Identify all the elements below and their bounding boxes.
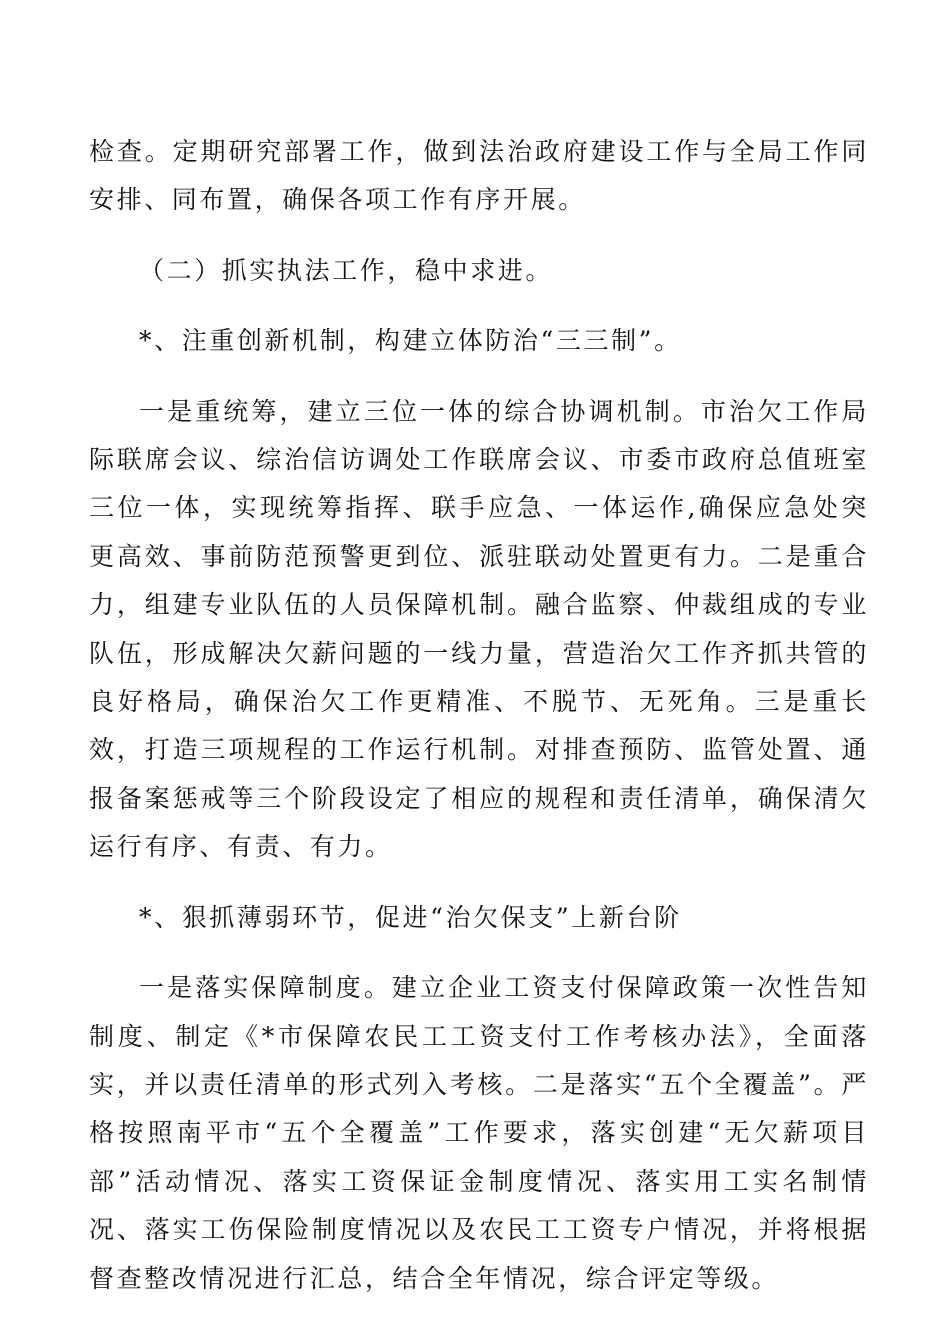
section-heading-2: （二）抓实执法工作，稳中求进。	[139, 255, 554, 285]
paragraph-mechanisms: 一是重统筹，建立三位一体的综合协调机制。市治欠工作局际联席会议、综治信访调处工作联席会议、市委市政府总值班室三位一体，实现统筹指挥、联手应急、一体运作,确保应急处突更高效、事前防范预警更到位、派驻联动处置更有力。二是重合力，组建专业队伍的人员保障机制。融合监察、仲裁组成的专业队伍，形成解决欠薪问题的一线力量，营造治欠工作齐抓共管的良好格局，确保治欠工作更精准、不脱节、无死角。三是重长效，打造三项规程的工作运行机制。对排查预防、监管处置、通报备案惩戒等三个阶段设定了相应的规程和责任清单，确保清欠运行有序、有责、有力。	[89, 396, 869, 862]
subsection-heading-innovation: *、注重创新机制，构建立体防治“三三制”。	[139, 326, 682, 356]
document-body	[89, 128, 869, 1303]
paragraph-guarantee-system: 一是落实保障制度。建立企业工资支付保障政策一次性告知制度、制定《*市保障农民工工资支付工作考核办法》，全面落实，并以责任清单的形式列入考核。二是落实“五个全覆盖”。严格按照南平市“五个全覆盖”工作要求，落实创建“无欠薪项目部”活动情况、落实工资保证金制度情况、落实用工实名制情况、落实工伤保险制度情况以及农民工工资专户情况，并将根据督查整改情况进行汇总，结合全年情况，综合评定等级。	[89, 973, 869, 1293]
paragraph-continuation: 检查。定期研究部署工作，做到法治政府建设工作与全局工作同安排、同布置，确保各项工作有序开展。	[89, 137, 869, 215]
subsection-heading-weak-links: *、狠抓薄弱环节，促进“治欠保支”上新台阶	[139, 902, 682, 932]
